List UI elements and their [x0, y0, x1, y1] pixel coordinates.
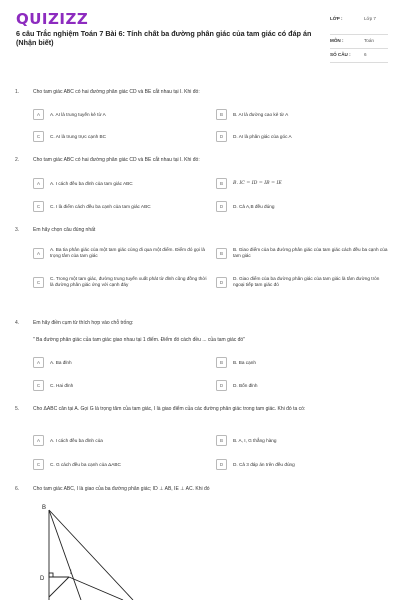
option-letter: C	[33, 277, 44, 288]
question-number: 3.	[15, 227, 20, 233]
question-number: 1.	[15, 89, 20, 95]
option-letter: B	[216, 109, 227, 120]
option-b[interactable]	[216, 357, 256, 368]
option-letter: B	[216, 178, 227, 189]
option-text: C. Trong một tam giác, đường trung tuyến xuất phát từ đỉnh cũng đồng thời là đường phân giác ứng với cạnh đáy	[50, 276, 207, 287]
question-text: Cho tam giác ABC có hai đường phân giác CD và BE cắt nhau tại I. Khi đó:	[33, 157, 200, 163]
option-d[interactable]	[216, 201, 274, 212]
option-text: A. I cách đều ba đỉnh của tam giác ABC	[50, 180, 133, 186]
option-letter: C	[33, 380, 44, 391]
option-a[interactable]	[33, 435, 103, 446]
question-quote: " Ba đường phân giác của tam giác giao nhau tại 1 điểm. Điểm đó cách đều ... của tam giác đó"	[33, 337, 245, 343]
question-number: 2.	[15, 157, 20, 163]
option-a[interactable]	[33, 357, 72, 368]
worksheet-title: 6 câu Trắc nghiệm Toán 7 Bài 6: Tính chất ba đường phân giác của tam giác có đáp án (Nhận biết)	[16, 29, 312, 47]
option-c[interactable]	[33, 276, 208, 288]
question-number: 5.	[15, 406, 20, 412]
quizizz-logo: QUIZIZZ	[16, 10, 89, 28]
option-text: C. I là điểm cách đều ba cạnh của tam giác ABC	[50, 203, 151, 209]
option-text: C. G cách đều ba cạnh của ΔABC	[50, 461, 121, 467]
option-text: D. Cả 3 đáp án trên đều đúng	[233, 461, 295, 467]
bisector-b	[49, 510, 81, 600]
option-c[interactable]	[33, 201, 151, 212]
option-text: D. Giao điểm của ba đường phân giác của tam giác là tâm đường tròn ngoại tiếp tam giác đó	[233, 276, 380, 287]
option-b[interactable]	[216, 178, 282, 189]
question-number: 4.	[15, 320, 20, 326]
question-text: Cho ΔABC cân tại A. Gọi G là trọng tâm của tam giác, I là giao điểm của các đường phân giác trong tam giác. Khi đó ta có:	[33, 406, 306, 412]
option-text: B. A, I, G thẳng hàng	[233, 437, 277, 443]
bisector-a	[49, 577, 69, 597]
meta-value: 6	[364, 52, 367, 57]
option-d[interactable]	[216, 276, 391, 288]
option-letter: D	[216, 277, 227, 288]
option-c[interactable]	[33, 131, 106, 142]
option-text: A. Ba tia phân giác của một tam giác cùng đi qua một điểm. Điểm đó gọi là trọng tâm của tam giác	[50, 247, 206, 258]
label-d: D	[40, 576, 45, 582]
option-letter: B	[216, 435, 227, 446]
label-b: B	[42, 505, 47, 511]
option-text: A. AI là trung tuyến kẻ từ A	[50, 111, 106, 117]
option-d[interactable]	[216, 459, 295, 470]
option-a[interactable]	[33, 178, 133, 189]
meta-row-count	[330, 49, 388, 63]
meta-key: SỐ CÂU :	[330, 52, 351, 57]
meta-key: LỚP :	[330, 16, 343, 21]
option-letter: C	[33, 459, 44, 470]
option-d[interactable]	[216, 131, 292, 142]
option-text: B. AI là đường cao kẻ từ A	[233, 111, 289, 117]
option-letter: B	[216, 248, 227, 259]
option-text: D. Bốn đỉnh	[233, 382, 258, 388]
meta-value: Toán	[364, 38, 374, 43]
option-letter: C	[33, 131, 44, 142]
option-b[interactable]	[216, 109, 288, 120]
option-text: B. Ba cạnh	[233, 359, 256, 365]
meta-value: Lớp 7	[364, 16, 376, 21]
option-c[interactable]	[33, 459, 121, 470]
option-text: D. Cả A,B đều đúng	[233, 203, 275, 209]
meta-table	[330, 13, 388, 63]
question-number: 6.	[15, 486, 20, 492]
option-text: B. IC = ID = IB = IE	[233, 180, 282, 186]
option-a[interactable]	[33, 109, 106, 120]
option-text: A. I cách đều ba đỉnh của	[50, 437, 103, 443]
option-letter: A	[33, 435, 44, 446]
label-i: I	[70, 570, 72, 576]
meta-key: MÔN :	[330, 38, 344, 43]
question-text: Em hãy chọn câu đúng nhất	[33, 227, 96, 233]
option-text: B. Giao điểm của ba đường phân giác của tam giác cách đều ba cạnh của tam giác	[233, 247, 388, 258]
option-letter: B	[216, 357, 227, 368]
option-c[interactable]	[33, 380, 73, 391]
option-letter: A	[33, 109, 44, 120]
option-text: A. Ba đỉnh	[50, 359, 72, 365]
option-text: C. AI là trung trực cạnh BC	[50, 133, 107, 139]
option-letter: A	[33, 178, 44, 189]
option-letter: A	[33, 357, 44, 368]
right-angle-mark	[49, 573, 53, 577]
meta-row-grade	[330, 13, 388, 35]
option-letter: C	[33, 201, 44, 212]
option-d[interactable]	[216, 380, 258, 391]
option-b[interactable]	[216, 247, 391, 259]
option-letter: D	[216, 201, 227, 212]
option-b[interactable]	[216, 435, 277, 446]
question-text: Cho tam giác ABC có hai đường phân giác CD và BE cắt nhau tại I. Khi đó:	[33, 89, 200, 95]
option-text: D. AI là phân giác của góc A	[233, 133, 292, 139]
triangle-figure	[33, 500, 143, 600]
option-letter: A	[33, 248, 44, 259]
question-text: Em hãy điền cụm từ thích hợp vào chỗ trống:	[33, 320, 134, 326]
meta-row-subject	[330, 35, 388, 49]
option-letter: D	[216, 380, 227, 391]
question-text: Cho tam giác ABC, I là giao của ba đường phân giác; ID ⊥ AB, IE ⊥ AC. Khi đó	[33, 486, 210, 492]
option-letter: D	[216, 131, 227, 142]
option-letter: D	[216, 459, 227, 470]
option-text: C. Hai đỉnh	[50, 382, 74, 388]
option-a[interactable]	[33, 247, 208, 259]
